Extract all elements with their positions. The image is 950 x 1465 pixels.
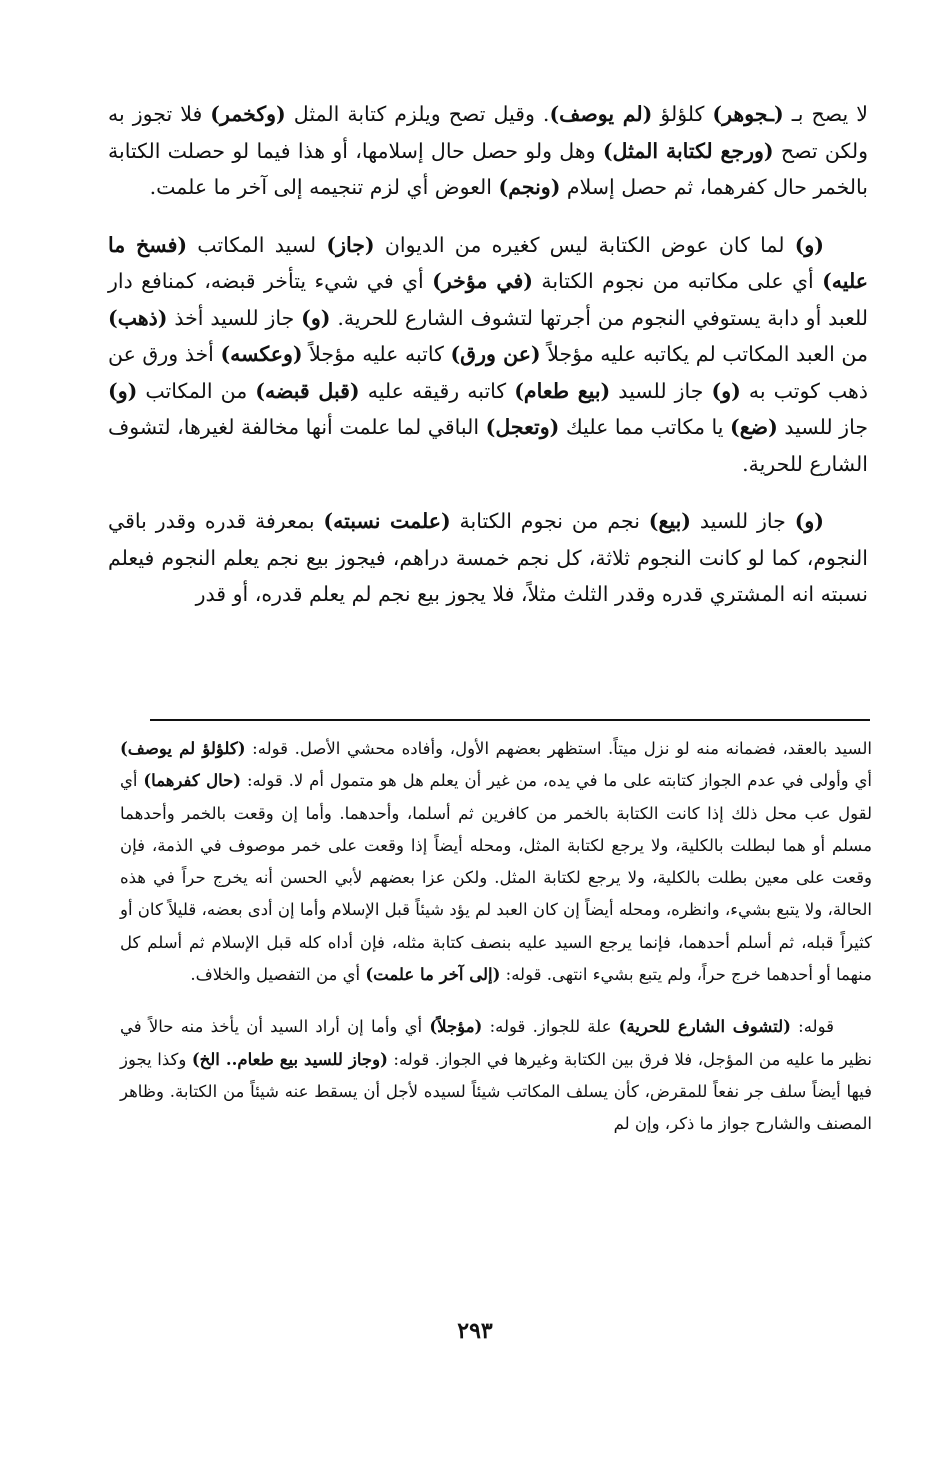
bold-term: (فسخ ما عليه): [108, 232, 868, 293]
footnote-paragraph-1: السيد بالعقد، فضمانه منه لو نزل ميتاً. استظهر بعضهم الأول، وأفاده محشي الأصل. قوله: (كلؤلؤ لم يوصف) أي وأولى في عدم الجواز كتابته على ما في يده، من غير أن يعلم هل هو متمول أم لا. قوله: (حال كفرهما) أي لقول عب محل ذلك إذا كانت الكتابة بالخمر من كافرين ثم أسلما، وأحدهما. وأما إن وقعت بالخمر وأحدهما مسلم أو هما لبطلت بالكلية، ولا يرجع لكتابة المثل، ومحله أيضاً إذا وقعت على خمر موصوف في الذمة، فإن وقعت على معين بطلت بالكلية، ولا يرجع لكتابة المثل. ولكن عزا بعضهم لأبي الحسن أنه يخرج حراً في هذه الحالة، ولا يتبع بشيء، وانظره، ومحله أيضاً إن كان العبد لم يؤد شيئاً قبل الإسلام وأما إن أدى بعضه، قليلاً كان أو كثيراً قبله، ثم أسلم أحدهما، فإنما يرجع السيد عليه بنصف كتابة مثله، فإن أداه كله قبل الإسلام ثم أسلم كل منهما أو أحدهما خرج حراً، ولم يتبع بشيء انتهى. قوله: (إلى آخر ما علمت) أي من التفصيل والخلاف.: [120, 739, 872, 985]
bold-term: (علمت نسبته): [323, 509, 451, 533]
main-paragraph-1: لا يصح بـ (ـجوهر) كلؤلؤ (لم يوصف). وقيل تصح ويلزم كتابة المثل (وكخمر) فلا تجوز به ولكن تصح (ورجع لكتابة المثل) وهل ولو حصل حال إسلامها، أو هذا فيما لو حصلت الكتابة بالخمر حال كفرهما، ثم حصل إسلام (ونجم) العوض أي لزم تنجيمه إلى آخر ما علمت.: [108, 102, 868, 199]
bold-term: (بيع طعام): [514, 378, 611, 403]
bold-term: (حال كفرهما): [143, 771, 242, 791]
bold-term: (مؤجلاً): [429, 1017, 483, 1037]
bold-term: (و): [794, 509, 824, 533]
bold-term: (لم يوصف): [549, 102, 653, 126]
bold-term: (ذهب): [108, 305, 168, 330]
page-number: ٢٩٣: [457, 1318, 493, 1344]
bold-term: (لتشوف الشارع للحرية): [618, 1017, 791, 1037]
main-paragraph-2: (و) لما كان عوض الكتابة ليس كغيره من الديوان (جاز) لسيد المكاتب (فسخ ما عليه) أي على مكاتبه من نجوم الكتابة (في مؤخر) أي في شيء يتأخر قبضه، كمنافع دار للعبد أو دابة يستوفي النجوم من أجرتها لتشوف الشارع للحرية. (و) جاز للسيد أخذ (ذهب) من العبد المكاتب لم يكاتبه عليه مؤجلاً (عن ورق) كاتبه عليه مؤجلاً (وعكسه) أخذ ورق عن ذهب كوتب به (و) جاز للسيد (بيع طعام) كاتبه رقيقه عليه (قبل قبضه) من المكاتب (و) جاز للسيد (ضع) يا مكاتب مما عليك (وتعجل) الباقي لما علمت أنها مخالفة لغيرها، لتشوف الشارع للحرية.: [108, 232, 869, 476]
bold-term: (جاز): [326, 232, 375, 257]
footnote-separator: [150, 719, 870, 721]
bold-term: (و): [711, 378, 741, 403]
footnote-paragraph-2: قوله: (لتشوف الشارع للحرية) علة للجواز. قوله: (مؤجلاً) أي وأما إن أراد السيد أن يأخذ منه حالاً في نظير ما عليه من المؤجل، فلا فرق بين الكتابة وغيرها في الجواز. قوله: (وجاز للسيد بيع طعام.. الخ) وكذا يجوز فيها أيضاً سلف جر نفعاً للمقرض، كأن يسلف المكاتب شيئاً لسيده لأجل أن يسقط عنه شيئاً من الكتابة. وظاهر المصنف والشارح جواز ما ذكر، وإن لم: [120, 1017, 873, 1134]
bold-term: (كلؤلؤ لم يوصف): [120, 739, 246, 758]
bold-term: (و): [108, 378, 138, 403]
bold-term: (و): [301, 305, 331, 330]
main-paragraph-3: (و) جاز للسيد (بيع) نجم من نجوم الكتابة (علمت نسبته) بمعرفة قدره وقدر باقي النجوم، كما لو كانت النجوم ثلاثة، كل نجم خمسة دراهم، فيجوز بيع نجم يعلم النجوم فيعلم نسبته انه المشتري قدره وقدر الثلث مثلاً، فلا يجوز بيع نجم لم يعلم قدره، أو قدر: [108, 509, 868, 606]
bold-term: (و): [794, 232, 824, 257]
footnotes: [120, 733, 872, 1161]
bold-term: (وتعجل): [485, 415, 560, 439]
bold-term: (ـجوهر): [712, 102, 784, 126]
bold-term: (قبل قبضه): [255, 378, 360, 403]
bold-term: (وعكسه): [220, 342, 303, 366]
bold-term: (وكخمر): [210, 102, 286, 126]
bold-term: (ورجع لكتابة المثل): [602, 138, 774, 163]
bold-term: (في مؤخر): [432, 269, 533, 293]
main-text: [108, 96, 868, 634]
bold-term: (عن ورق): [450, 342, 541, 366]
bold-term: (إلى آخر ما علمت): [365, 965, 501, 985]
bold-term: (ضع): [730, 415, 778, 439]
bold-term: (بيع): [648, 509, 691, 533]
bold-term: (وجاز للسيد بيع طعام.. الخ): [191, 1049, 388, 1069]
bold-term: (ونجم): [498, 175, 561, 199]
